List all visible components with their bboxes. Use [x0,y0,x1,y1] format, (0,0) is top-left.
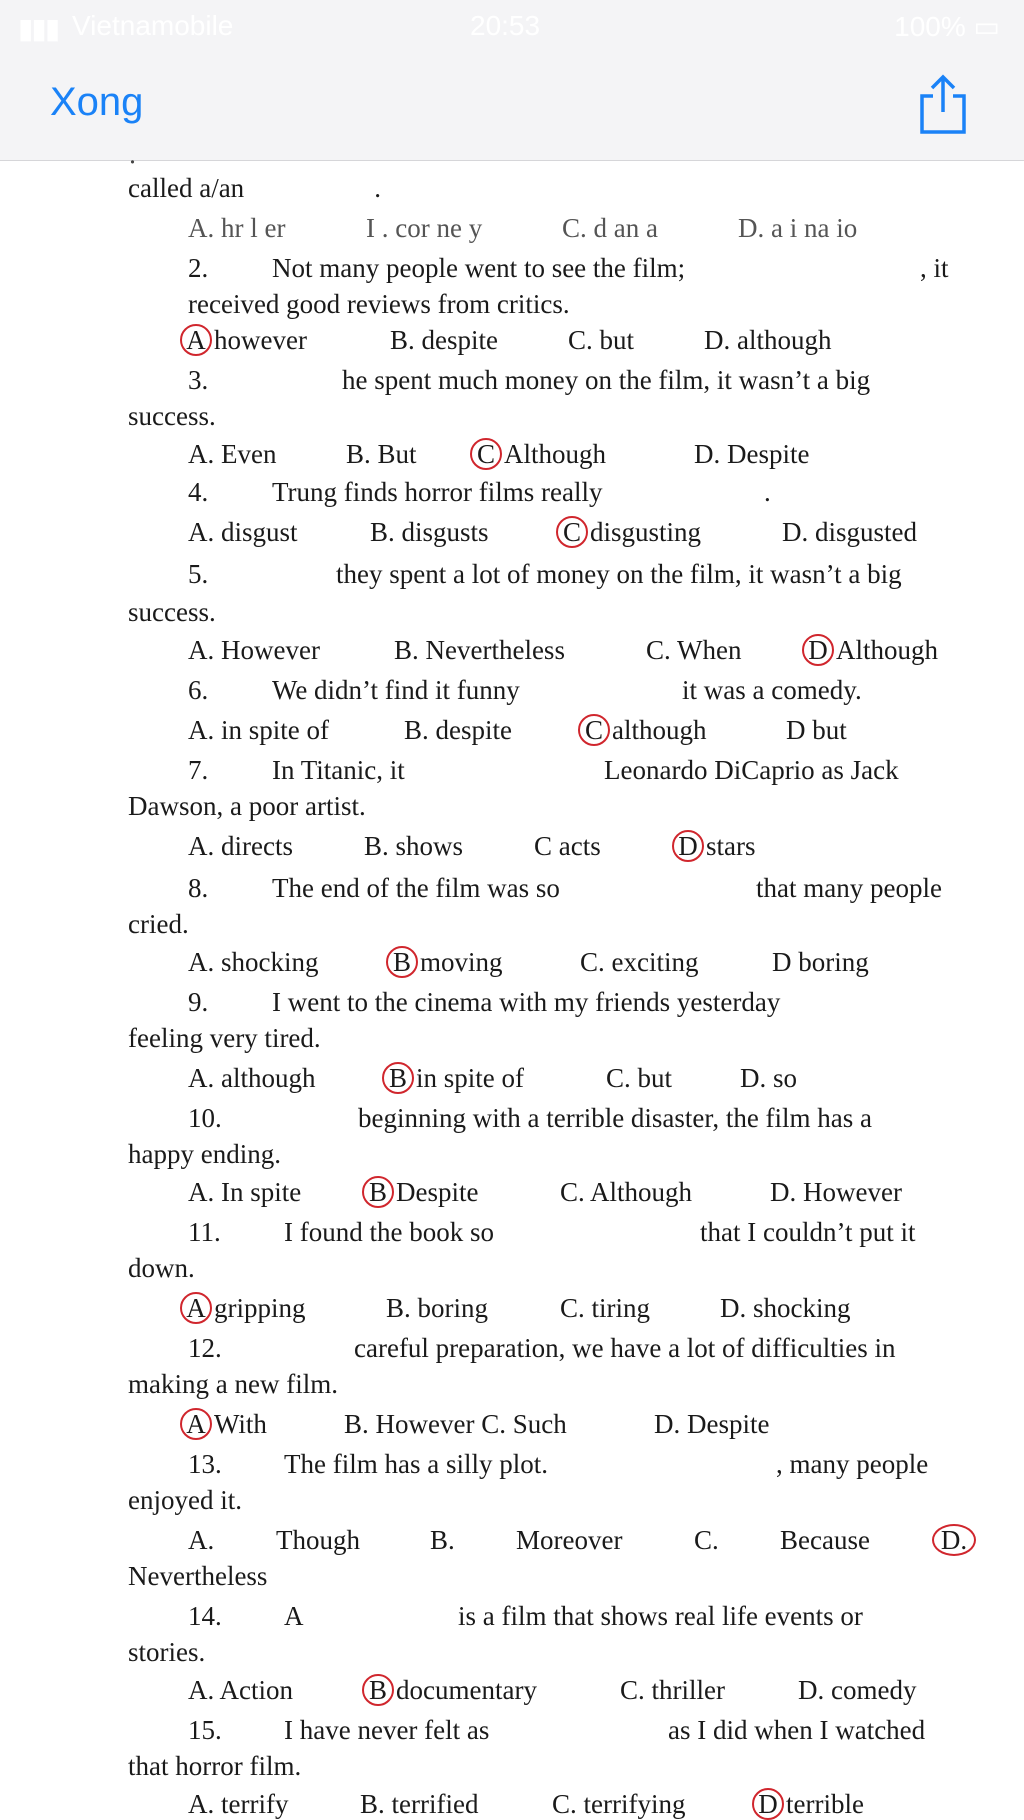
q14-option-a: A. Action [188,1675,293,1705]
q7-number: 7. [188,755,209,785]
q14-option-c: C. thriller [620,1675,725,1705]
q10-option-c: C. Although [560,1177,693,1207]
q9-number: 9. [188,987,209,1017]
q13-option-b: Moreover [516,1525,623,1555]
status-bar [0,0,1024,52]
answer-circle: B [382,1062,414,1094]
q9-option-a: A. although [188,1063,316,1093]
clock: 20:53 [470,10,541,41]
q5-option-c: C. When [646,635,742,665]
q10-option-a: A. In spite [188,1177,302,1207]
q5-text: they spent a lot of money on the film, it wasn’t a big [336,559,902,589]
q3-text: he spent much money on the film, it wasn’t a big [342,365,871,395]
answer-circle: B [362,1176,394,1208]
q5-option-d: D Although [802,634,938,666]
q7-continuation: Dawson, a poor artist. [128,791,366,821]
q1-option-d: D. a i na io [738,213,858,243]
q2-continuation: received good reviews from critics. [188,289,570,319]
q12-option-d: D. Despite [654,1409,770,1439]
q11-number: 11. [188,1217,221,1247]
q4-text: Trung finds horror films really [272,477,603,507]
q9-option-b: B in spite of [382,1062,524,1094]
q3-number: 3. [188,365,209,395]
q1-option-a: A. hr l er [188,213,286,243]
answer-circle: B [386,946,418,978]
q2-option-c: C. but [568,325,635,355]
cut-off-line: · [128,160,137,177]
q13-continuation: enjoyed it. [128,1485,242,1515]
q9-text: I went to the cinema with my friends yesterday [272,987,781,1017]
q10-option-b: B Despite [362,1176,478,1208]
q6-option-b: B. despite [404,715,512,745]
answer-circle: D [802,634,834,666]
q14-text: A [284,1601,304,1631]
q2-text: Not many people went to see the film; [272,253,686,283]
q7-option-c: C acts [534,831,601,861]
q11-option-b: B. boring [386,1293,489,1323]
q7-option-a: A. directs [188,831,293,861]
q8-option-c: C. exciting [580,947,699,977]
answer-circle: C [470,438,502,470]
q15-continuation: that horror film. [128,1751,302,1781]
q2-number: 2. [188,253,209,283]
q11-after: that I couldn’t put it [700,1217,916,1247]
q9-option-c: C. but [606,1063,673,1093]
q4-option-c: C disgusting [556,516,701,548]
q13-option-d: Nevertheless [128,1561,268,1591]
q13-number: 13. [188,1449,222,1479]
q10-number: 10. [188,1103,222,1133]
q3-option-c: C Although [470,438,606,470]
q8-number: 8. [188,873,209,903]
carrier-name: Vietnamobile [72,10,234,41]
q4-number: 4. [188,477,209,507]
q3-option-a: A. Even [188,439,277,469]
nav-bar [0,52,1024,161]
intro-line: called a/an . [128,173,381,203]
q12-option-b: B. However C. Such [344,1409,567,1439]
q11-option-a: A gripping [180,1292,306,1324]
q13-after: , many people [776,1449,929,1479]
q12-text: careful preparation, we have a lot of difficulties in [354,1333,896,1363]
q6-option-c: C although [578,714,707,746]
q15-option-a: A. terrify [188,1789,289,1819]
q1-option-b: I . cor ne y [366,213,483,243]
answer-circle: A [180,1292,212,1324]
answer-circle: D [752,1788,784,1820]
q13-option-a-letter: A. [188,1525,215,1555]
q15-option-c: C. terrifying [552,1789,686,1819]
q14-number: 14. [188,1601,222,1631]
q11-continuation: down. [128,1253,195,1283]
answer-circle: A [180,1408,212,1440]
q4-option-a: A. disgust [188,517,298,547]
q13-option-c: Because [780,1525,870,1555]
document-page [0,160,1024,1820]
q8-continuation: cried. [128,909,189,939]
q12-continuation: making a new film. [128,1369,338,1399]
q7-text: In Titanic, it [272,755,405,785]
q6-after: it was a comedy. [682,675,862,705]
q13-option-a: Though [276,1525,360,1555]
q5-continuation: success. [128,597,216,627]
q6-option-a: A. in spite of [188,715,329,745]
q5-option-a: A. However [188,635,320,665]
q8-text: The end of the film was so [272,873,560,903]
q6-text: We didn’t find it funny [272,675,520,705]
q15-number: 15. [188,1715,222,1745]
q10-continuation: happy ending. [128,1139,281,1169]
q4-option-b: B. disgusts [370,517,489,547]
q13-text: The film has a silly plot. [284,1449,548,1479]
q11-option-c: C. tiring [560,1293,651,1323]
q10-text: beginning with a terrible disaster, the film has a [358,1103,873,1133]
answer-circle: C [556,516,588,548]
q15-text: I have never felt as [284,1715,490,1745]
q8-option-b: B moving [386,946,503,978]
signal-icon: ▮▮▮ [18,13,59,44]
q2-option-d: D. although [704,325,832,355]
q2-option-a: A however [180,324,307,356]
q1-option-c: C. d an a [562,213,658,243]
battery-level: 100% ▭ [894,11,1000,42]
answer-circle: B [362,1674,394,1706]
answer-circle: A [180,324,212,356]
q15-after: as I did when I watched [668,1715,926,1745]
q5-option-b: B. Nevertheless [394,635,565,665]
q7-option-b: B. shows [364,831,464,861]
q14-after: is a film that shows real life events or [458,1601,863,1631]
q8-after: that many people [756,873,942,903]
q13-option-d-letter [932,1524,978,1556]
share-icon[interactable] [916,74,970,136]
q3-option-b: B. But [346,439,417,469]
q14-option-d: D. comedy [798,1675,917,1705]
q13-option-b-letter: B. [430,1525,455,1555]
q3-option-d: D. Despite [694,439,810,469]
q11-text: I found the book so [284,1217,494,1247]
q5-number: 5. [188,559,209,589]
q15-option-b: B. terrified [360,1789,479,1819]
q4-blank: . [764,477,771,507]
q2-option-b: B. despite [390,325,498,355]
q6-option-d: D but [786,715,847,745]
q7-after: Leonardo DiCaprio as Jack [604,755,899,785]
done-button[interactable]: Xong [50,80,144,124]
q3-continuation: success. [128,401,216,431]
q12-option-a: A With [180,1408,267,1440]
q11-option-d: D. shocking [720,1293,851,1323]
q4-option-d: D. disgusted [782,517,917,547]
answer-circle: C [578,714,610,746]
q10-option-d: D. However [770,1177,902,1207]
q13-option-c-letter: C. [694,1525,719,1555]
q8-option-a: A. shocking [188,947,319,977]
answer-circle: D [672,830,704,862]
answer-circle: D. [932,1524,976,1556]
q14-option-b: B documentary [362,1674,537,1706]
q9-continuation: feeling very tired. [128,1023,321,1053]
q7-option-d: D stars [672,830,756,862]
q12-number: 12. [188,1333,222,1363]
q8-option-d: D boring [772,947,869,977]
q2-after: , it [920,253,949,283]
q9-option-d: D. so [740,1063,798,1093]
q6-number: 6. [188,675,209,705]
q15-option-d: D terrible [752,1788,864,1820]
q14-continuation: stories. [128,1637,206,1667]
